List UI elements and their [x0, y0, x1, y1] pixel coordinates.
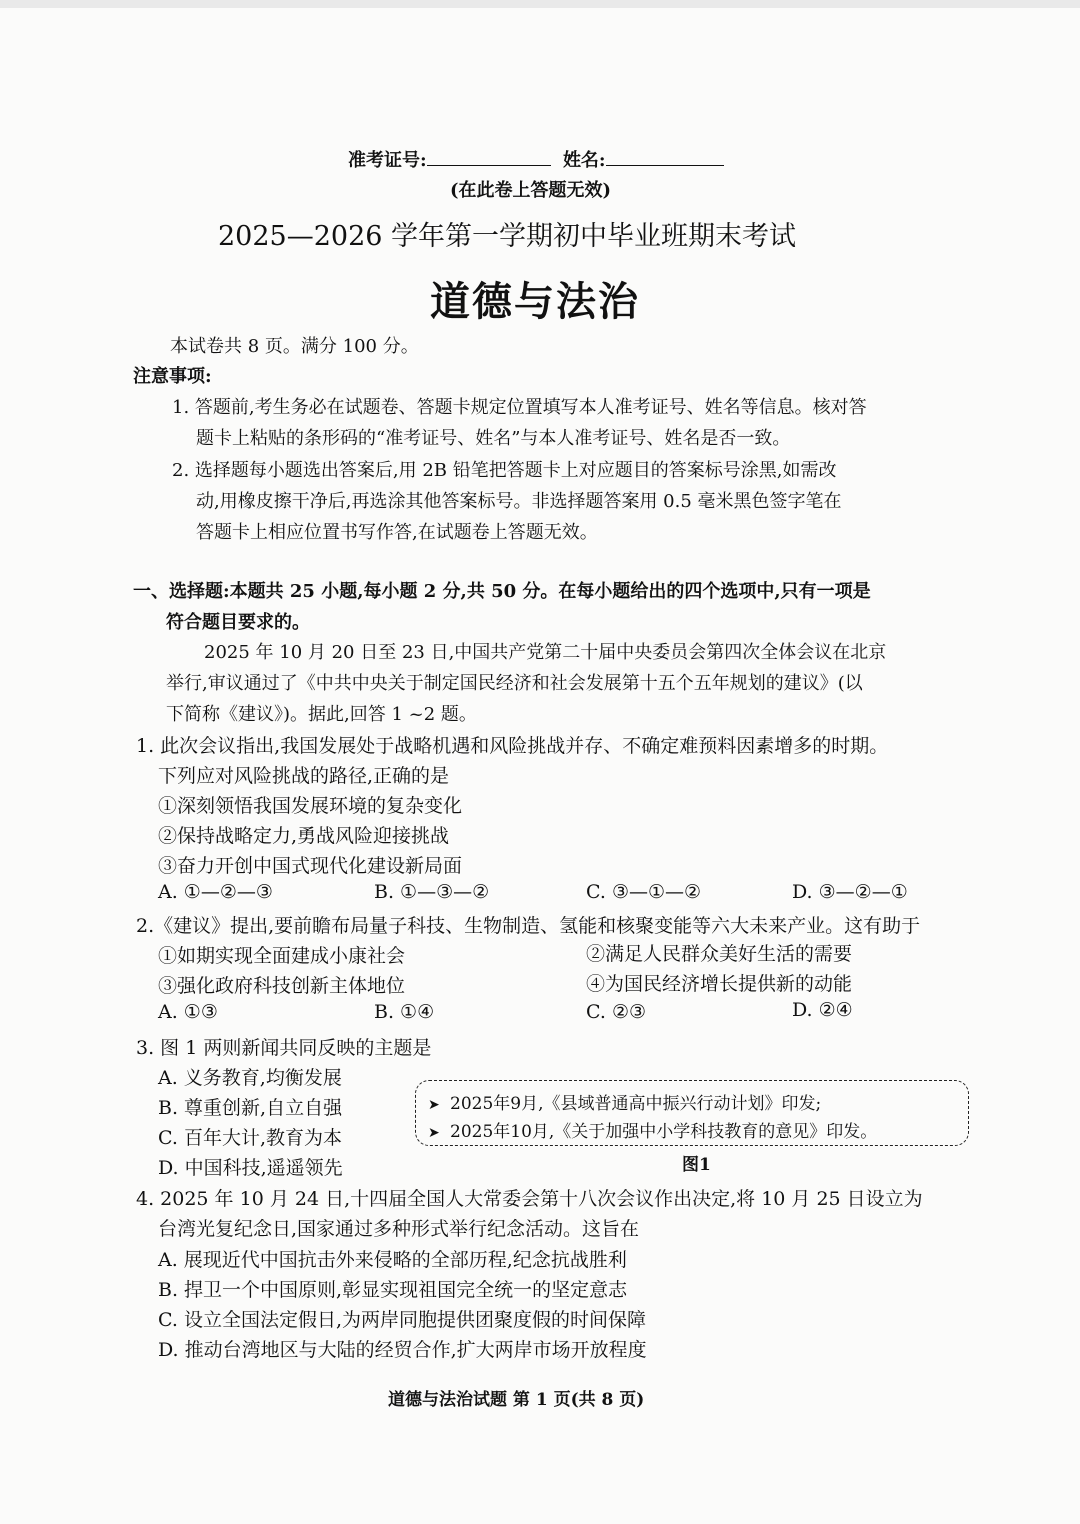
news-item-2: [428, 1117, 877, 1142]
exam-page: [0, 8, 1080, 1524]
q3-stem: 3. 图 1 两则新闻共同反映的主题是: [136, 1037, 432, 1059]
q3-option-c[interactable]: C. 百年大计,教育为本: [158, 1127, 342, 1149]
material-line-1: 2025 年 10 月 20 日至 23 日,中国共产党第二十届中央委员会第四次全体会议在北京: [204, 642, 887, 663]
q1-option-a[interactable]: A. ①—②—③: [158, 881, 273, 903]
q2-stem: 2.《建议》提出,要前瞻布局量子科技、生物制造、氢能和核聚变能等六大未来产业。这有助于: [136, 915, 921, 937]
q1-option-c[interactable]: C. ③—①—②: [586, 881, 702, 903]
note-1-line-1: 1. 答题前,考生务必在试题卷、答题卡规定位置填写本人准考证号、姓名等信息。核对答: [172, 397, 867, 418]
note-2-line-3: 答题卡上相应位置书写作答,在试题卷上答题无效。: [196, 522, 598, 543]
q1-option-b[interactable]: B. ①—③—②: [374, 881, 490, 903]
news-item-1: [428, 1089, 821, 1114]
q2-item-3: ③强化政府科技创新主体地位: [158, 975, 406, 997]
ticket-number-label: 准考证号:: [348, 150, 427, 171]
q3-option-b[interactable]: B. 尊重创新,自立自强: [158, 1097, 343, 1119]
q2-item-2: ②满足人民群众美好生活的需要: [586, 943, 853, 965]
q2-item-4: ④为国民经济增长提供新的动能: [586, 973, 853, 995]
note-2-line-1: 2. 选择题每小题选出答案后,用 2B 铅笔把答题卡上对应题目的答案标号涂黑,如需改: [172, 460, 837, 481]
q4-stem-line-2: 台湾光复纪念日,国家通过多种形式举行纪念活动。这旨在: [158, 1218, 640, 1240]
note-1-line-2: 题卡上粘贴的条形码的“准考证号、姓名”与本人准考证号、姓名是否一致。: [196, 428, 791, 449]
section-1-heading-line-1: 一、选择题:本题共 25 小题,每小题 2 分,共 50 分。在每小题给出的四个选项中,只有一项是: [133, 581, 871, 602]
q3-option-a[interactable]: A. 义务教育,均衡发展: [158, 1067, 342, 1089]
subject-title: 道德与法治: [430, 278, 640, 325]
q2-option-a[interactable]: A. ①③: [158, 1001, 218, 1023]
q4-stem-line-1: 4. 2025 年 10 月 24 日,十四届全国人大常委会第十八次会议作出决定,将 10 月 25 日设立为: [136, 1188, 923, 1210]
paper-info: 本试卷共 8 页。满分 100 分。: [170, 336, 419, 357]
news-item-2-text: 2025年10月,《关于加强中小学科技教育的意见》印发。: [450, 1122, 878, 1142]
notes-heading: 注意事项:: [133, 366, 212, 387]
ticket-number-blank: [427, 147, 551, 166]
figure-1-news-box: [415, 1080, 969, 1146]
invalid-note: (在此卷上答题无效): [450, 180, 612, 201]
exam-title: 2025—2026 学年第一学期初中毕业班期末考试: [218, 221, 797, 252]
arrow-bullet-icon: ➤: [428, 1097, 440, 1113]
q3-option-d[interactable]: D. 中国科技,遥遥领先: [158, 1157, 343, 1179]
note-2-line-2: 动,用橡皮擦干净后,再选涂其他答案标号。非选择题答案用 0.5 毫米黑色签字笔在: [196, 491, 842, 512]
q2-option-c[interactable]: C. ②③: [586, 1001, 647, 1023]
q4-option-a[interactable]: A. 展现近代中国抗击外来侵略的全部历程,纪念抗战胜利: [158, 1249, 627, 1271]
arrow-bullet-icon: ➤: [428, 1125, 440, 1141]
q1-item-1: ①深刻领悟我国发展环境的复杂变化: [158, 795, 463, 817]
q2-option-b[interactable]: B. ①④: [374, 1001, 435, 1023]
q1-stem-line-2: 下列应对风险挑战的路径,正确的是: [158, 765, 450, 787]
figure-1-caption: 图1: [682, 1155, 711, 1175]
page-footer: 道德与法治试题 第 1 页(共 8 页): [388, 1390, 645, 1410]
ticket-number-line: [348, 146, 724, 172]
q1-option-d[interactable]: D. ③—②—①: [792, 881, 908, 903]
material-line-3: 下简称《建议》)。据此,回答 1 ~2 题。: [166, 704, 477, 725]
q4-option-c[interactable]: C. 设立全国法定假日,为两岸同胞提供团聚度假的时间保障: [158, 1309, 646, 1331]
q2-option-d[interactable]: D. ②④: [792, 999, 853, 1021]
news-item-1-text: 2025年9月,《县域普通高中振兴行动计划》印发;: [450, 1094, 822, 1114]
q1-item-2: ②保持战略定力,勇战风险迎接挑战: [158, 825, 450, 847]
q1-stem-line-1: 1. 此次会议指出,我国发展处于战略机遇和风险挑战并存、不确定难预料因素增多的时期。: [136, 735, 889, 757]
name-label: 姓名:: [562, 150, 606, 171]
q4-option-d[interactable]: D. 推动台湾地区与大陆的经贸合作,扩大两岸市场开放程度: [158, 1339, 647, 1361]
q4-option-b[interactable]: B. 捍卫一个中国原则,彰显实现祖国完全统一的坚定意志: [158, 1279, 628, 1301]
name-blank: [606, 147, 724, 166]
material-line-2: 举行,审议通过了《中共中央关于制定国民经济和社会发展第十五个五年规划的建议》(以: [166, 673, 863, 694]
section-1-heading-line-2: 符合题目要求的。: [166, 612, 310, 633]
q1-item-3: ③奋力开创中国式现代化建设新局面: [158, 855, 463, 877]
q2-item-1: ①如期实现全面建成小康社会: [158, 945, 406, 967]
